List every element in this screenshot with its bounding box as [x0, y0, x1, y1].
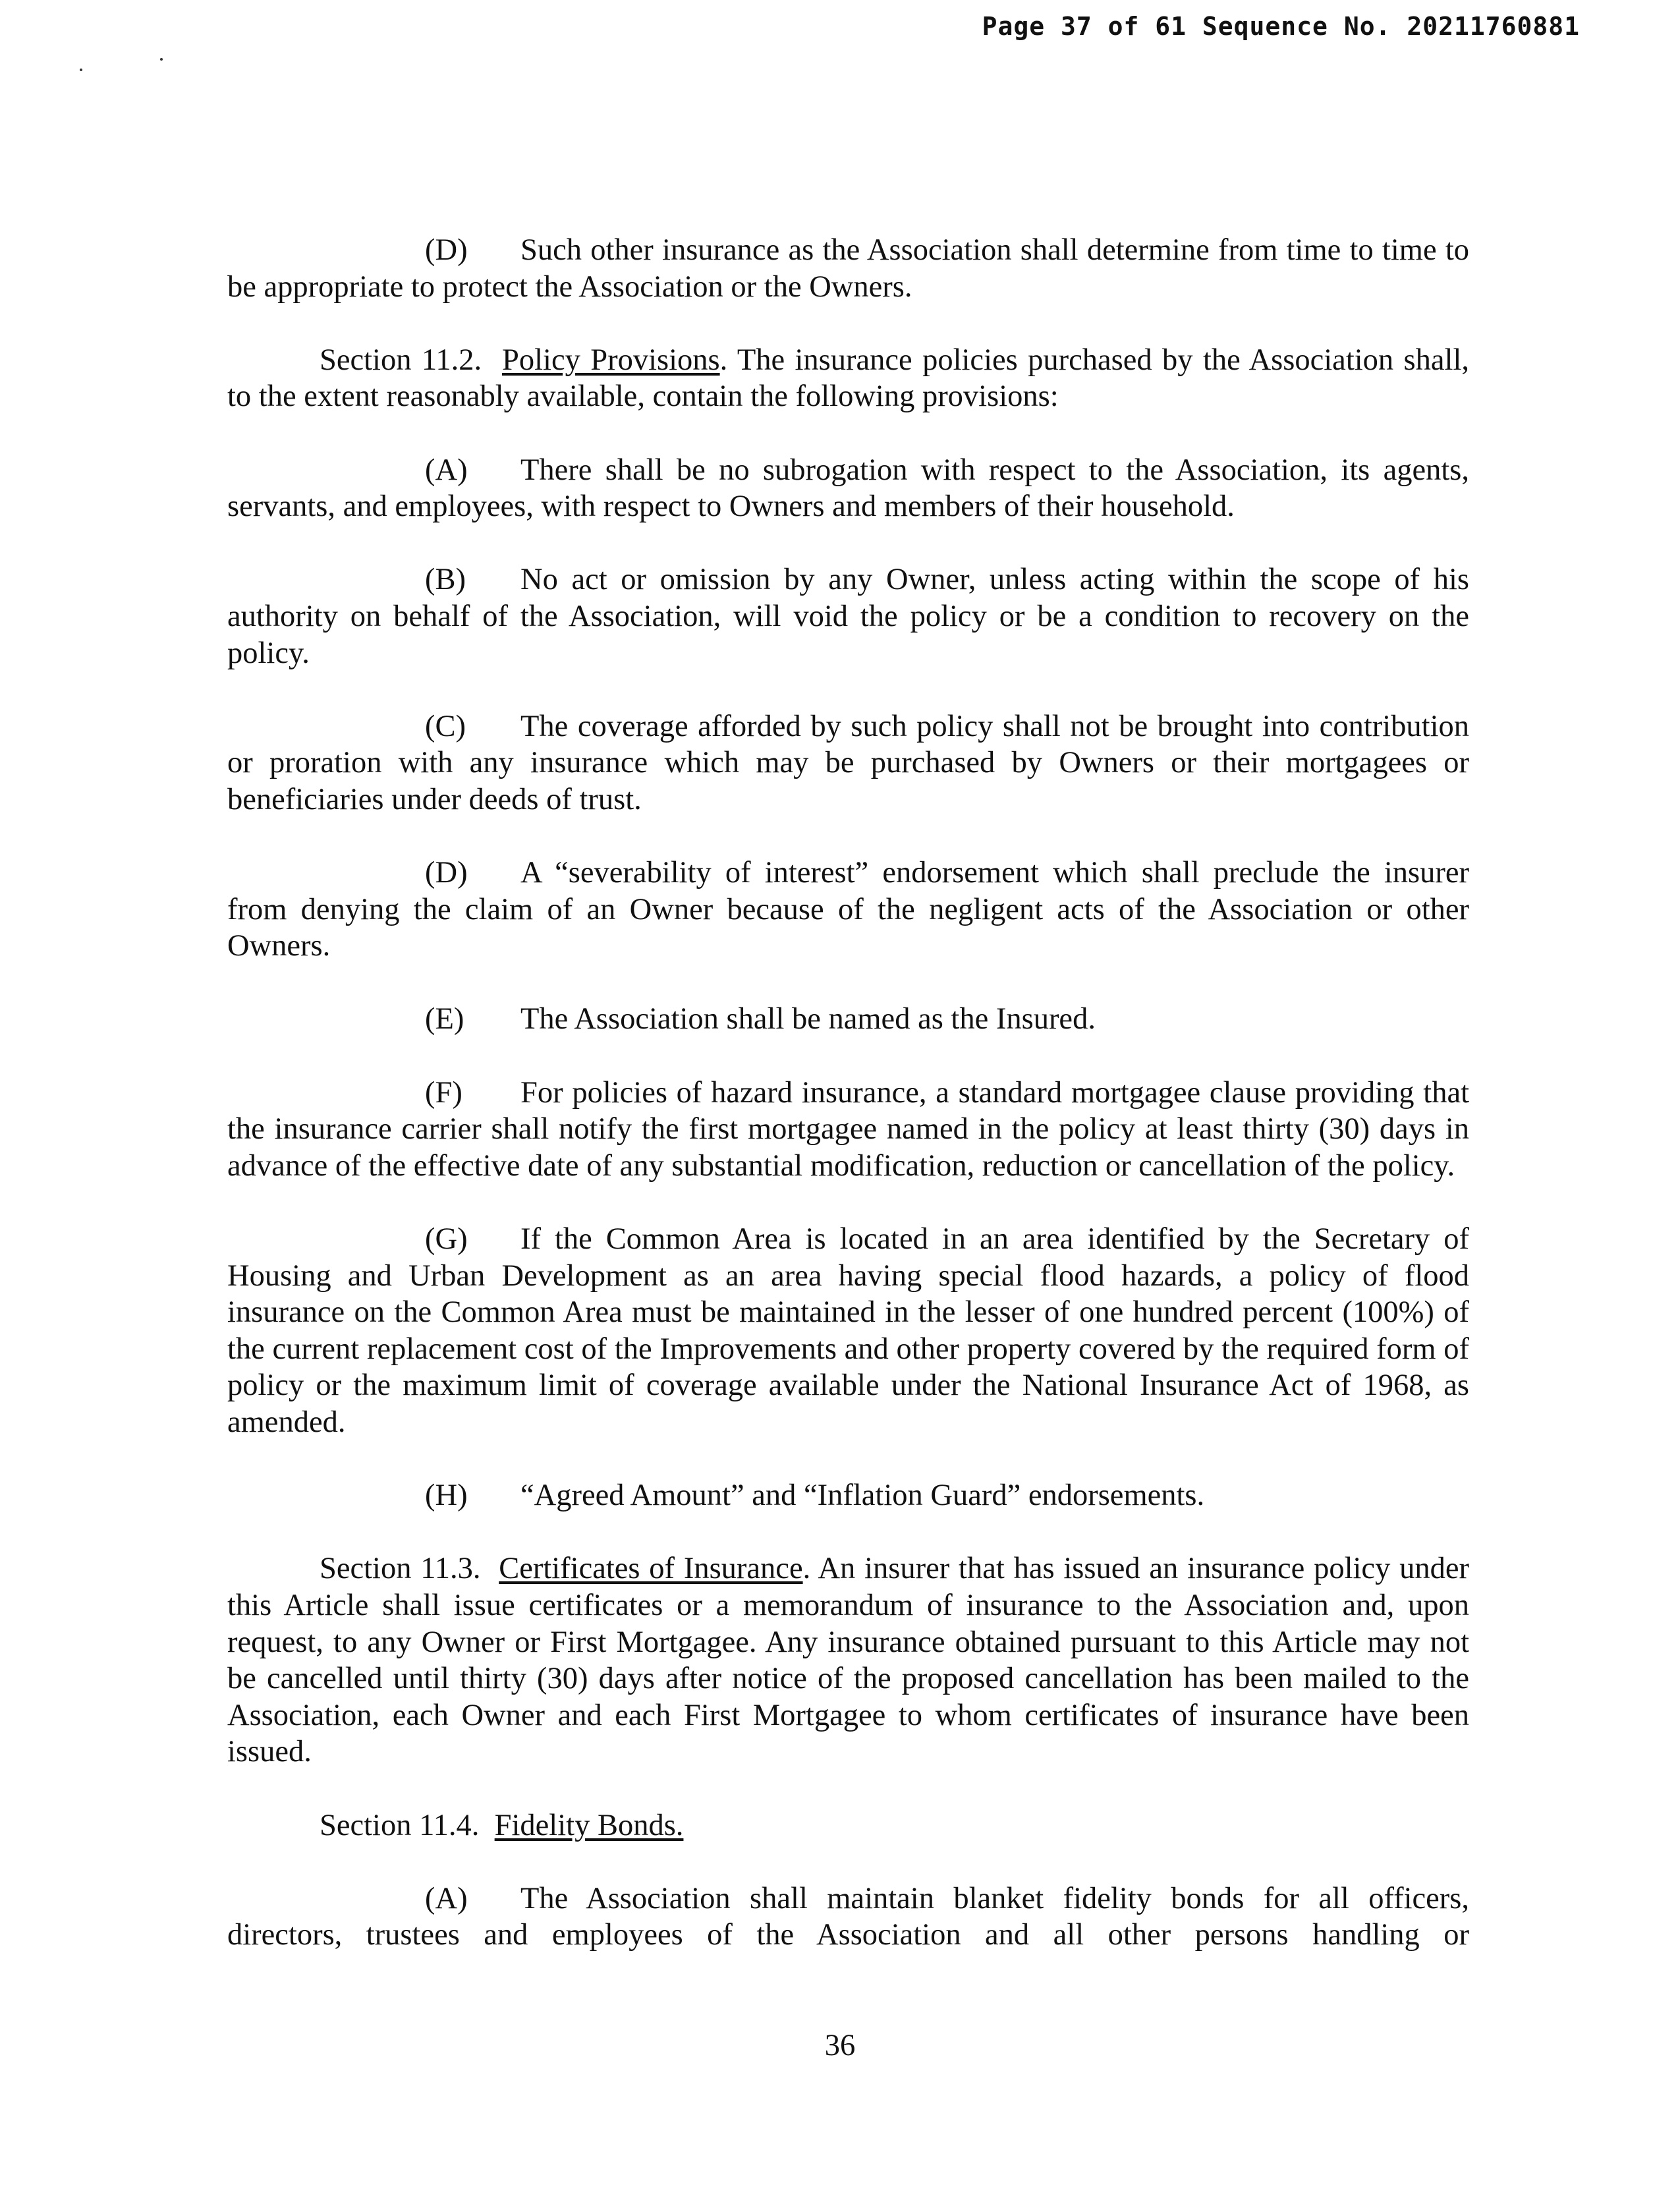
paragraph-text: There shall be no subrogation with respect to the Association, its agents, servants, and employees, with respect to Owners and members of their household. [227, 453, 1469, 524]
section-number: Section 11.3. [320, 1552, 481, 1586]
paragraph-c-coverage [227, 708, 1469, 818]
paragraph-text: No act or omission by any Owner, unless acting within the scope of his authority on behalf of the Association, will void the policy or be a condition to recovery on the policy. [227, 563, 1469, 670]
item-label: (B) [425, 563, 466, 597]
paragraph-text: Such other insurance as the Association shall determine from time to time to be appropriate to protect the Association or the Owners. [227, 233, 1469, 304]
section-11-4 [227, 1807, 1469, 1844]
paragraph-text: The Association shall be named as the Insured. [520, 1002, 1096, 1036]
paragraph-h-endorsements [227, 1477, 1469, 1514]
document-body [227, 232, 1469, 1991]
paragraph-d-other-insurance [227, 232, 1469, 305]
paragraph-e-named-insured [227, 1001, 1469, 1038]
section-title: Policy Provisions [502, 343, 720, 377]
paragraph-a-subrogation [227, 452, 1469, 525]
item-label: (F) [425, 1075, 462, 1110]
paragraph-text: For policies of hazard insurance, a standard mortgagee clause providing that the insurance carrier shall notify the first mortgagee named in the policy at least thirty (30) days in advance of the effective date of any substantial modification, reduction or cancellation of the policy. [227, 1075, 1469, 1183]
paragraph-b-owner-acts [227, 561, 1469, 671]
item-label: (A) [425, 1881, 468, 1915]
item-label: (H) [425, 1479, 468, 1513]
section-title: Fidelity Bonds. [494, 1808, 684, 1842]
paragraph-text: “Agreed Amount” and “Inflation Guard” endorsements. [520, 1479, 1205, 1513]
section-number: Section 11.4. [320, 1808, 480, 1842]
page-header: Page 37 of 61 Sequence No. 20211760881 [982, 12, 1580, 41]
scan-speck [160, 58, 163, 61]
paragraph-f-hazard [227, 1075, 1469, 1185]
item-label: (D) [425, 233, 468, 267]
item-label: (E) [425, 1002, 464, 1036]
item-label: (G) [425, 1222, 468, 1257]
page-number: 36 [824, 2029, 856, 2062]
scan-speck [80, 69, 82, 71]
paragraph-text: . An insurer that has issued an insurance policy under this Article shall issue certificates or a memorandum of insurance to the Association and, upon request, to any Owner or First Mortgagee. Any insurance obtained pursuant to this Article may not be cancelled until thirty (30) days after notice of the proposed cancellation has been mailed to the Association, each Owner and each First Mortgagee to whom certificates of insurance have been issued. [227, 1552, 1469, 1769]
section-11-2 [227, 342, 1469, 415]
paragraph-text: The Association shall maintain blanket fidelity bonds for all officers, directors, trustees and employees of the Association and all other persons handling or [227, 1881, 1469, 1952]
paragraph-d-severability [227, 855, 1469, 965]
item-label: (D) [425, 856, 468, 890]
paragraph-text: . The insurance policies purchased by the Association shall, to the extent reasonably available, contain the following provisions: [227, 343, 1470, 414]
paragraph-text: If the Common Area is located in an area identified by the Secretary of Housing and Urban Development as an area having special flood hazards, a policy of flood insurance on the Common Area must be maintained in the lesser of one hundred percent (100%) of the current replacement cost of the Improvements and other property covered by the required form of policy or the maximum limit of coverage available under the National Insurance Act of 1968, as amended. [227, 1222, 1469, 1439]
paragraph-text: A “severability of interest” endorsement which shall preclude the insurer from denying the claim of an Owner because of the negligent acts of the Association or other Owners. [227, 856, 1469, 963]
item-label: (C) [425, 709, 466, 743]
item-label: (A) [425, 453, 468, 487]
paragraph-g-flood [227, 1221, 1469, 1441]
paragraph-text: The coverage afforded by such policy shall not be brought into contribution or proration with any insurance which may be purchased by Owners or their mortgagees or beneficiaries under deeds of trust. [227, 709, 1469, 816]
paragraph-a-fidelity-bonds [227, 1880, 1469, 1954]
section-11-3 [227, 1550, 1469, 1770]
section-number: Section 11.2. [320, 343, 482, 377]
section-title: Certificates of Insurance [499, 1552, 803, 1586]
